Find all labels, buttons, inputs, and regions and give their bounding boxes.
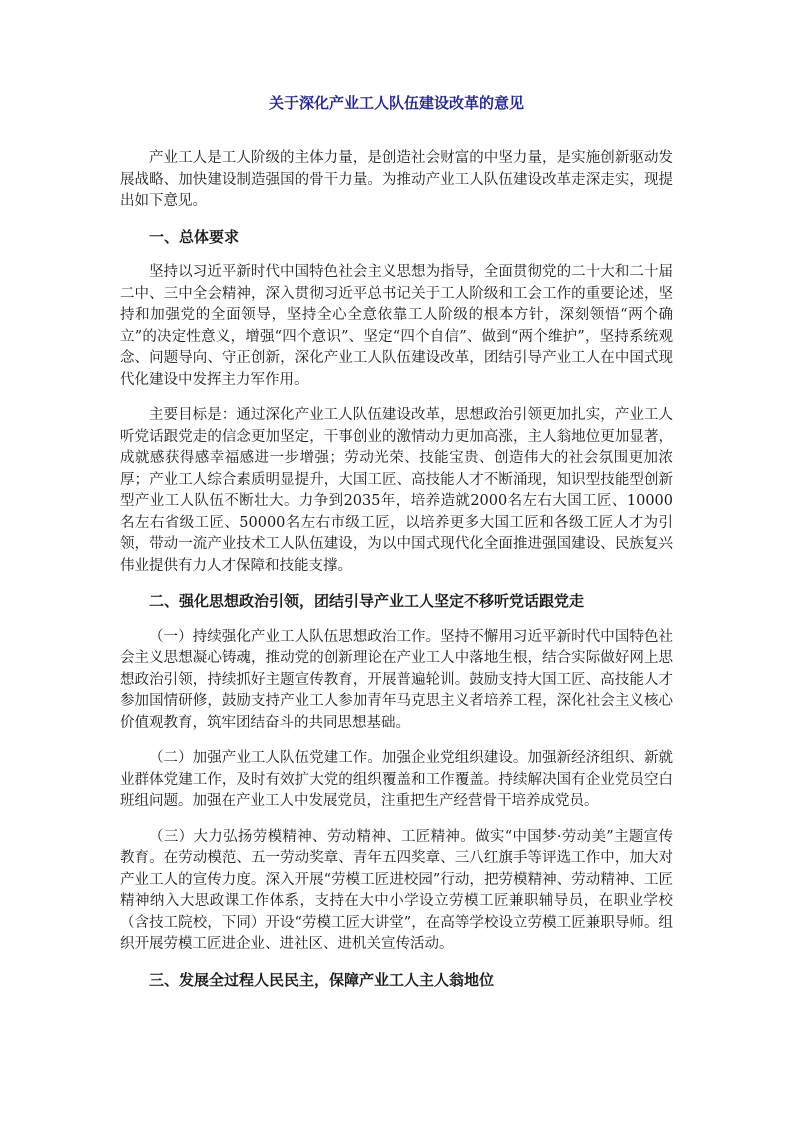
section-1-paragraph-1: 坚持以习近平新时代中国特色社会主义思想为指导，全面贯彻党的二十大和二十届二中、三中全会精神，深入贯彻习近平总书记关于工人阶级和工会工作的重要论述，坚持和加强党的全面领导，坚持全心全意依靠工人阶级的根本方针，深刻领悟“两个确立”的决定性意义，增强“四个意识”、坚定“四个自信”、做到“两个维护”，坚持系统观念、问题导向、守正创新，深化产业工人队伍建设改革，团结引导产业工人在中国式现代化建设中发挥主力军作用。: [120, 264, 673, 388]
section-heading-3: 三、发展全过程人民民主，保障产业工人主人翁地位: [149, 970, 495, 989]
document-title: 关于深化产业工人队伍建设改革的意见: [268, 94, 524, 112]
intro-paragraph: 产业工人是工人阶级的主体力量，是创造社会财富的中坚力量，是实施创新驱动发展战略、加快建设制造强国的骨干力量。为推动产业工人队伍建设改革走深走实，现提出如下意见。: [120, 150, 673, 209]
section-2-paragraph-3: （三）大力弘扬劳模精神、劳动精神、工匠精神。做实“中国梦·劳动美”主题宣传教育。在劳动模范、五一劳动奖章、青年五四奖章、三八红旗手等评选工作中，加大对产业工人的宣传力度。深入开展“劳模工匠进校园”行动，把劳模精神、劳动精神、工匠精神纳入大思政课工作体系，支持在大中小学设立劳模工匠兼职辅导员，在职业学校（含技工院校，下同）开设“劳模工匠大讲堂”，在高等学校设立劳模工匠兼职导师。组织开展劳模工匠进企业、进社区、进机关宣传活动。: [120, 828, 673, 952]
section-heading-1: 一、总体要求: [149, 227, 240, 246]
section-1-paragraph-2: 主要目标是：通过深化产业工人队伍建设改革，思想政治引领更加扎实，产业工人听党话跟党走的信念更加坚定，干事创业的激情动力更加高涨，主人翁地位更加显著，成就感获得感幸福感进一步增强；劳动光荣、技能宝贵、创造伟大的社会氛围更加浓厚；产业工人综合素质明显提升，大国工匠、高技能人才不断涌现，知识型技能型创新型产业工人队伍不断壮大。力争到2035年，培养造就2000名左右大国工匠、10000名左右省级工匠、50000名左右市级工匠，以培养更多大国工匠和各级工匠人才为引领，带动一流产业技术工人队伍建设，为以中国式现代化全面推进强国建设、民族复兴伟业提供有力人才保障和技能支撑。: [120, 407, 673, 574]
section-2-paragraph-2: （二）加强产业工人队伍党建工作。加强企业党组织建设。加强新经济组织、新就业群体党建工作，及时有效扩大党的组织覆盖和工作覆盖。持续解决国有企业党员空白班组问题。加强在产业工人中发展党员，注重把生产经营骨干培养成党员。: [120, 750, 673, 809]
section-2-paragraph-1: （一）持续强化产业工人队伍思想政治工作。坚持不懈用习近平新时代中国特色社会主义思想凝心铸魂，推动党的创新理论在产业工人中落地生根，结合实际做好网上思想政治引领，持续抓好主题宣传教育，开展普遍轮训。鼓励支持大国工匠、高技能人才参加国情研修，鼓励支持产业工人参加青年马克思主义者培养工程，深化社会主义核心价值观教育，筑牢团结奋斗的共同思想基础。: [120, 628, 673, 731]
section-heading-2: 二、强化思想政治引领，团结引导产业工人坚定不移听党话跟党走: [149, 592, 585, 610]
